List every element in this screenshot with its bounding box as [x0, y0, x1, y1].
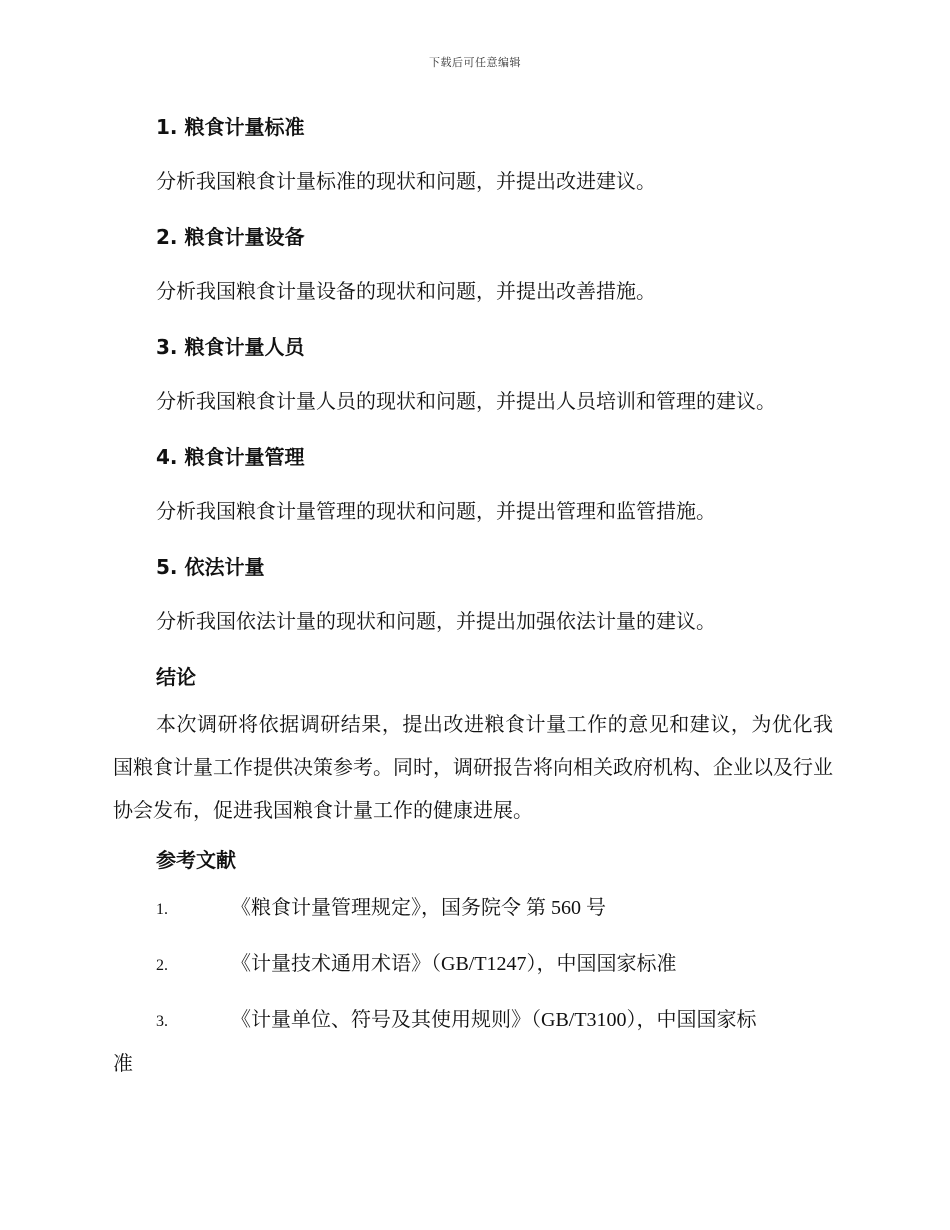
conclusion-heading: 结论 — [156, 665, 196, 689]
section-body-legal-metrology: 分析我国依法计量的现状和问题，并提出加强依法计量的建议。 — [156, 611, 716, 633]
reference-text: 《粮食计量管理规定》，国务院令 第 560 号 — [231, 897, 606, 919]
reference-number: 2. — [156, 957, 168, 974]
reference-item — [113, 887, 833, 931]
section-body-standards: 分析我国粮食计量标准的现状和问题，并提出改进建议。 — [156, 171, 656, 193]
reference-text-continuation: 准 — [113, 1053, 133, 1075]
section-body-personnel: 分析我国粮食计量人员的现状和问题，并提出人员培训和管理的建议。 — [156, 391, 776, 413]
section-body-management: 分析我国粮食计量管理的现状和问题，并提出管理和监管措施。 — [156, 501, 716, 523]
document-body — [113, 112, 833, 1086]
references-heading: 参考文献 — [156, 848, 236, 872]
section-body-equipment: 分析我国粮食计量设备的现状和问题，并提出改善措施。 — [156, 281, 656, 303]
reference-list — [113, 887, 833, 1086]
section-heading-legal-metrology: 5. 依法计量 — [156, 555, 265, 579]
reference-number: 1. — [156, 901, 168, 918]
reference-item — [113, 999, 833, 1086]
section-heading-equipment: 2. 粮食计量设备 — [156, 225, 305, 249]
section-heading-personnel: 3. 粮食计量人员 — [156, 335, 305, 359]
reference-number: 3. — [156, 1013, 168, 1030]
conclusion-paragraph: 本次调研将依据调研结果，提出改进粮食计量工作的意见和建议，为优化我国粮食计量工作提供决策参考。同时，调研报告将向相关政府机构、企业以及行业协会发布，促进我国粮食计量工作的健康进展。 — [113, 714, 833, 822]
section-heading-standards: 1. 粮食计量标准 — [156, 115, 305, 139]
reference-item — [113, 943, 833, 987]
reference-text: 《计量技术通用术语》（GB/T1247），中国国家标准 — [231, 953, 677, 975]
reference-text: 《计量单位、符号及其使用规则》（GB/T3100），中国国家标 — [231, 1009, 757, 1031]
page-header-note: 下载后可任意编辑 — [429, 57, 521, 69]
section-heading-management: 4. 粮食计量管理 — [156, 445, 305, 469]
